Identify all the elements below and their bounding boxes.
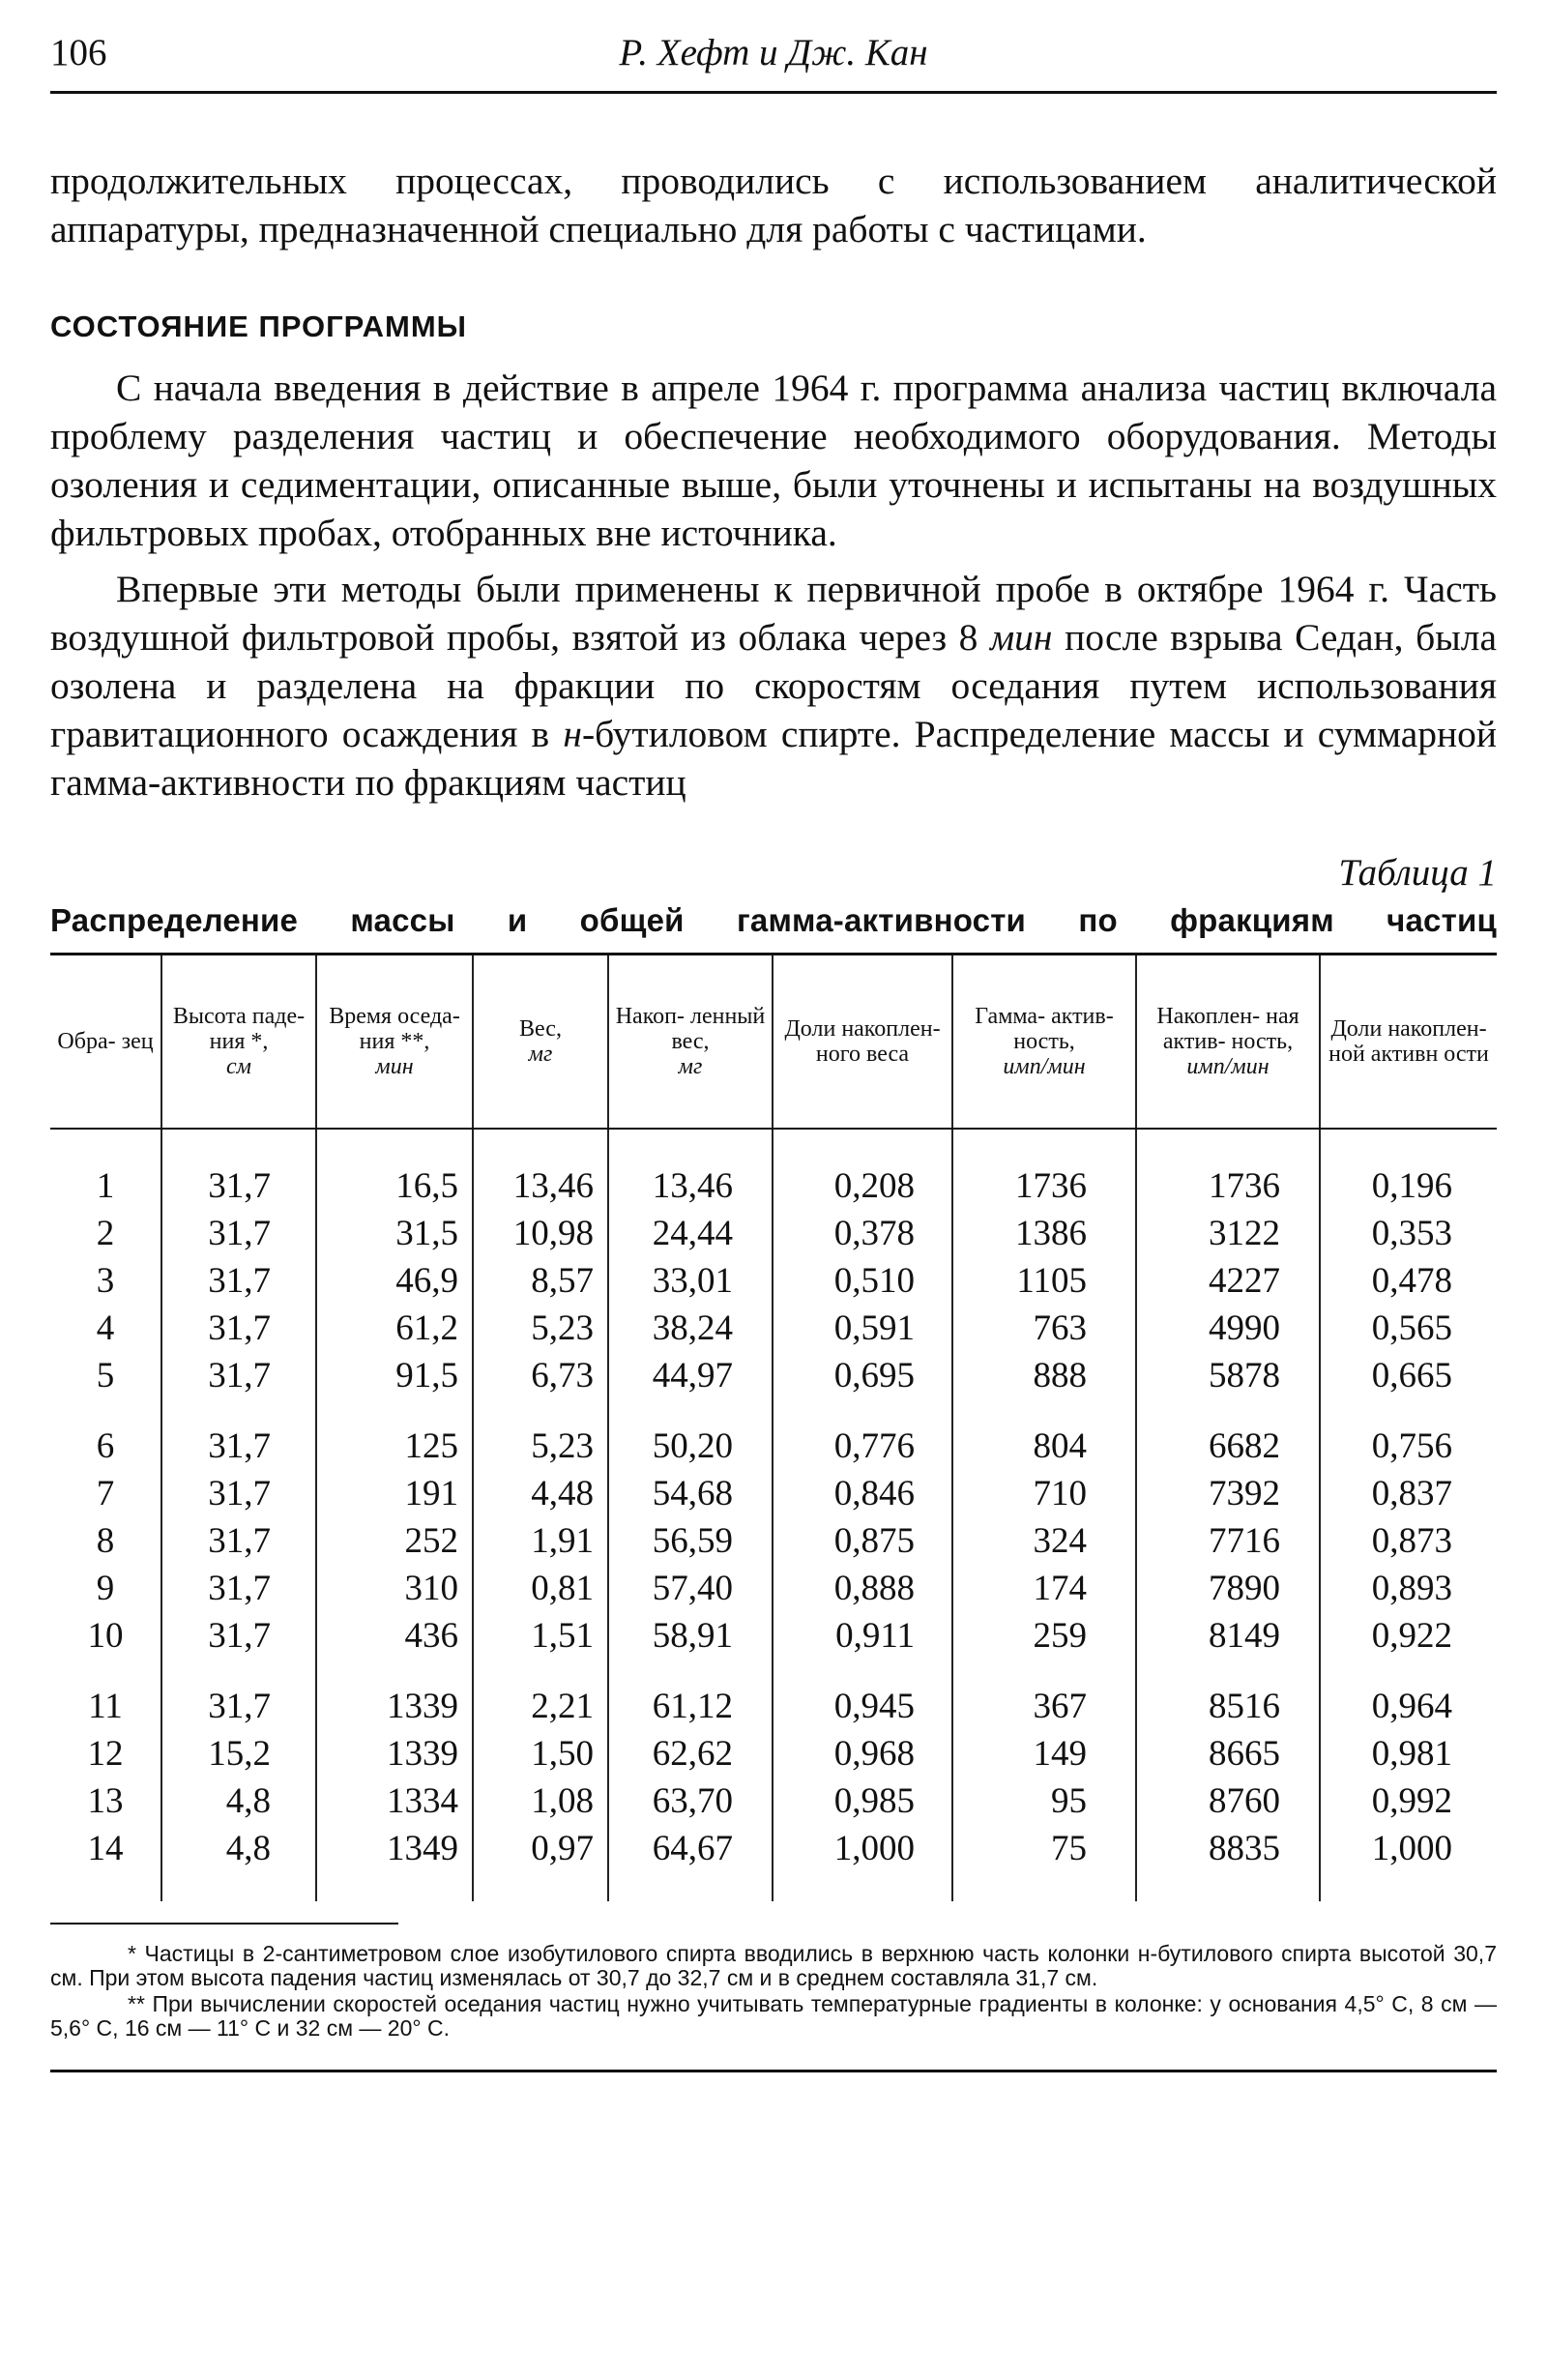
table-cell: 0,196: [1320, 1129, 1497, 1210]
table-cell: 4,48: [473, 1470, 608, 1517]
table-cell: 10,98: [473, 1210, 608, 1257]
header-cumulative-weight: Накоп- ленный вес, мг: [608, 955, 773, 1130]
table-cell: 3: [96, 1261, 115, 1301]
table-cell: 1334: [316, 1778, 473, 1825]
table-cell: 0,846: [773, 1470, 952, 1517]
table-cell: 10: [87, 1616, 124, 1656]
table-row: [50, 1305, 1497, 1352]
table-title-word: фракциям: [1170, 902, 1334, 938]
table-cell: 1,51: [473, 1612, 608, 1660]
paragraph-3-part-a: Впервые эти методы были применены к первичной пробе в октябре 1964 г. Часть воздушной фильтровой пробы, взятой из облака через 8: [50, 568, 1497, 659]
table-cell: 31,7: [161, 1129, 316, 1210]
table-cell: 6682: [1136, 1399, 1320, 1470]
table-cell: 38,24: [608, 1305, 773, 1352]
table-row: [50, 1778, 1497, 1825]
table-cell: 191: [316, 1470, 473, 1517]
table-cell: 5878: [1136, 1352, 1320, 1399]
table-title-word: общей: [579, 902, 685, 938]
table-cell: 763: [952, 1305, 1136, 1352]
page-number: 106: [50, 32, 107, 73]
table-cell: 1339: [316, 1730, 473, 1778]
table-cell: 0,208: [773, 1129, 952, 1210]
table-cell: 1349: [316, 1825, 473, 1901]
table-cell: 0,945: [773, 1660, 952, 1730]
table-cell: 7392: [1136, 1470, 1320, 1517]
table-cell: 58,91: [608, 1612, 773, 1660]
table-cell: 1386: [952, 1210, 1136, 1257]
table-cell: 56,59: [608, 1517, 773, 1565]
table-cell: 13: [87, 1781, 124, 1821]
footnote-1: [50, 1942, 1497, 1990]
table-row: [50, 1825, 1497, 1901]
table-cell: 75: [952, 1825, 1136, 1901]
table-row: [50, 1210, 1497, 1257]
table-cell: 2: [96, 1214, 115, 1253]
header-settling-time: Время оседа- ния **, мин: [316, 955, 473, 1130]
table-cell: 0,837: [1320, 1470, 1497, 1517]
table-cell: 8665: [1136, 1730, 1320, 1778]
table-cell: 367: [952, 1660, 1136, 1730]
table-cell: 4,8: [161, 1778, 316, 1825]
table-cell: 12: [87, 1734, 124, 1774]
table-cell: 310: [316, 1565, 473, 1612]
table-cell: 174: [952, 1565, 1136, 1612]
table-cell: 44,97: [608, 1352, 773, 1399]
table-cell: 31,7: [161, 1352, 316, 1399]
footnote-2-text: ** При вычислении скоростей оседания частиц нужно учитывать температурные градиенты в колонке: у основания 4,5° С, 8 см — 5,6° С, 16 см — 11° С и 32 см — 20° С.: [50, 1991, 1497, 2041]
page: [50, 21, 1497, 2072]
table-cell: 0,665: [1320, 1352, 1497, 1399]
table-cell: 7: [96, 1474, 115, 1513]
table-cell: 91,5: [316, 1352, 473, 1399]
table-cell: 9: [96, 1569, 115, 1608]
table-cell: 259: [952, 1612, 1136, 1660]
header-cumulative-activity: Накоплен- ная актив- ность, имп/мин: [1136, 955, 1320, 1130]
table-cell: 31,7: [161, 1612, 316, 1660]
table-cell: 149: [952, 1730, 1136, 1778]
table-cell: 5: [96, 1356, 115, 1396]
section-heading: СОСТОЯНИЕ ПРОГРАММЫ: [50, 309, 468, 343]
table-cell: 324: [952, 1517, 1136, 1565]
table-cell: 31,7: [161, 1565, 316, 1612]
paragraph-3: [50, 565, 1497, 807]
table-cell: 710: [952, 1470, 1136, 1517]
table-cell: 436: [316, 1612, 473, 1660]
table-cell: 0,911: [773, 1612, 952, 1660]
table-cell: 0,591: [773, 1305, 952, 1352]
table-cell: 1: [96, 1166, 115, 1206]
paragraph-3-part-c: -бутиловом спирте. Распределение массы и суммарной гамма-активности по фракциям частиц: [50, 713, 1498, 804]
table-cell: 31,7: [161, 1517, 316, 1565]
table-cell: 804: [952, 1399, 1136, 1470]
table-cell: 8: [96, 1521, 115, 1561]
table-cell: 95: [952, 1778, 1136, 1825]
table-cell: 31,7: [161, 1210, 316, 1257]
table-row: [50, 1517, 1497, 1565]
bottom-rule: [50, 2070, 1497, 2072]
table-row: [50, 1352, 1497, 1399]
table-title-word: частиц: [1386, 902, 1497, 938]
table-cell: 57,40: [608, 1565, 773, 1612]
table-cell: 0,81: [473, 1565, 608, 1612]
table-cell: 8760: [1136, 1778, 1320, 1825]
table-cell: 64,67: [608, 1825, 773, 1901]
table-cell: 4227: [1136, 1257, 1320, 1305]
paragraph-2: С начала введения в действие в апреле 1964 г. программа анализа частиц включала проблему разделения частиц и обеспечение необходимого оборудования. Методы озоления и седиментации, описанные выше, были уточнены и испытаны на воздушных фильтровых пробах, отобранных вне источника.: [50, 367, 1497, 554]
table-cell: 0,968: [773, 1730, 952, 1778]
table-cell: 4990: [1136, 1305, 1320, 1352]
table-row: [50, 1399, 1497, 1470]
footnote-1-text: * Частицы в 2-сантиметровом слое изобутилового спирта вводились в верхнюю часть колонки н-бутилового спирта высотой 30,7 см. При этом высота падения частиц изменялась от 30,7 до 32,7 см и в среднем составляла 31,7 см.: [50, 1941, 1497, 1990]
table-cell: 50,20: [608, 1399, 773, 1470]
table-cell: 1,50: [473, 1730, 608, 1778]
table-cell: 7890: [1136, 1565, 1320, 1612]
table-cell: 3122: [1136, 1210, 1320, 1257]
table-row: [50, 1470, 1497, 1517]
table-cell: 5,23: [473, 1305, 608, 1352]
table-cell: 7716: [1136, 1517, 1320, 1565]
header-weight-fraction: Доли накоплен- ного веса: [773, 955, 952, 1130]
table-cell: 31,7: [161, 1660, 316, 1730]
table-cell: 0,888: [773, 1565, 952, 1612]
table-cell: 0,985: [773, 1778, 952, 1825]
paragraph-1: продолжительных процессах, проводились с использованием аналитической аппаратуры, предназначенной специально для работы с частицами.: [50, 160, 1497, 250]
paragraph-3-part-b: после взрыва Седан, была озолена и разделена на фракции по скоростям оседания путем использования гравитационного осаждения в: [50, 616, 1497, 755]
table-row: [50, 1129, 1497, 1210]
table-cell: 1,000: [773, 1825, 952, 1901]
table-cell: 1736: [952, 1129, 1136, 1210]
table-cell: 0,353: [1320, 1210, 1497, 1257]
footnote-2: [50, 1992, 1497, 2041]
page-header: [50, 21, 1497, 81]
header-activity-fraction: Доли накоплен- ной активн ости: [1320, 955, 1497, 1130]
table-cell: 15,2: [161, 1730, 316, 1778]
table-cell: 63,70: [608, 1778, 773, 1825]
table-label: Таблица 1: [1338, 852, 1497, 894]
data-table: [50, 953, 1497, 1901]
table-cell: 54,68: [608, 1470, 773, 1517]
running-title: Р. Хефт и Дж. Кан: [619, 32, 928, 73]
table-title: [50, 902, 1497, 939]
table-body: [50, 1129, 1497, 1901]
table-row: [50, 1730, 1497, 1778]
header-sample: Обра- зец: [50, 955, 161, 1130]
table-title-word: гамма-активности: [736, 902, 1027, 938]
table-cell: 0,981: [1320, 1730, 1497, 1778]
table-title-word: Распределение: [50, 902, 299, 938]
table-cell: 0,875: [773, 1517, 952, 1565]
table-cell: 61,2: [316, 1305, 473, 1352]
header-rule: [50, 91, 1497, 94]
table-cell: 888: [952, 1352, 1136, 1399]
table-cell: 46,9: [316, 1257, 473, 1305]
table-cell: 252: [316, 1517, 473, 1565]
table-row: [50, 1565, 1497, 1612]
table-cell: 62,62: [608, 1730, 773, 1778]
table-cell: 125: [316, 1399, 473, 1470]
paragraph-3-unit: мин: [989, 616, 1053, 659]
table-cell: 14: [87, 1829, 124, 1868]
table-cell: 24,44: [608, 1210, 773, 1257]
table-row: [50, 1257, 1497, 1305]
table-cell: 8835: [1136, 1825, 1320, 1901]
table-cell: 1105: [952, 1257, 1136, 1305]
table-cell: 0,873: [1320, 1517, 1497, 1565]
table-cell: 13,46: [473, 1129, 608, 1210]
table-cell: 16,5: [316, 1129, 473, 1210]
table-title-word: массы: [350, 902, 455, 938]
table-cell: 0,565: [1320, 1305, 1497, 1352]
footnote-rule: [50, 1923, 398, 1925]
table-cell: 0,893: [1320, 1565, 1497, 1612]
table-cell: 1,91: [473, 1517, 608, 1565]
header-gamma-activity: Гамма- актив- ность, имп/мин: [952, 955, 1136, 1130]
table-cell: 0,776: [773, 1399, 952, 1470]
table-cell: 1339: [316, 1660, 473, 1730]
table-cell: 0,992: [1320, 1778, 1497, 1825]
table-cell: 0,510: [773, 1257, 952, 1305]
table-cell: 6: [96, 1426, 115, 1466]
table-cell: 1,08: [473, 1778, 608, 1825]
table-cell: 33,01: [608, 1257, 773, 1305]
table-cell: 0,97: [473, 1825, 608, 1901]
table-cell: 2,21: [473, 1660, 608, 1730]
table-cell: 0,695: [773, 1352, 952, 1399]
table-cell: 1736: [1136, 1129, 1320, 1210]
table-row: [50, 1612, 1497, 1660]
table-cell: 31,7: [161, 1257, 316, 1305]
table-header-row: [50, 955, 1497, 1130]
table-cell: 1,000: [1320, 1825, 1497, 1901]
table-cell: 0,964: [1320, 1660, 1497, 1730]
table-cell: 0,478: [1320, 1257, 1497, 1305]
table-cell: 31,7: [161, 1399, 316, 1470]
table-cell: 5,23: [473, 1399, 608, 1470]
table-cell: 8,57: [473, 1257, 608, 1305]
table-cell: 0,756: [1320, 1399, 1497, 1470]
table-cell: 61,12: [608, 1660, 773, 1730]
table-cell: 0,378: [773, 1210, 952, 1257]
table-title-word: и: [507, 902, 528, 938]
table-cell: 0,922: [1320, 1612, 1497, 1660]
table-cell: 8516: [1136, 1660, 1320, 1730]
table-cell: 11: [88, 1687, 123, 1726]
table-cell: 6,73: [473, 1352, 608, 1399]
table-cell: 13,46: [608, 1129, 773, 1210]
paragraph-3-n: н: [563, 713, 582, 755]
header-fall-height: Высота паде- ния *, см: [161, 955, 316, 1130]
header-weight: Вес, мг: [473, 955, 608, 1130]
table-row: [50, 1660, 1497, 1730]
table-cell: 31,7: [161, 1470, 316, 1517]
table-cell: 31,5: [316, 1210, 473, 1257]
table-title-word: по: [1078, 902, 1118, 938]
table-cell: 31,7: [161, 1305, 316, 1352]
table-cell: 4: [96, 1308, 115, 1348]
table-cell: 4,8: [161, 1825, 316, 1901]
table-cell: 8149: [1136, 1612, 1320, 1660]
